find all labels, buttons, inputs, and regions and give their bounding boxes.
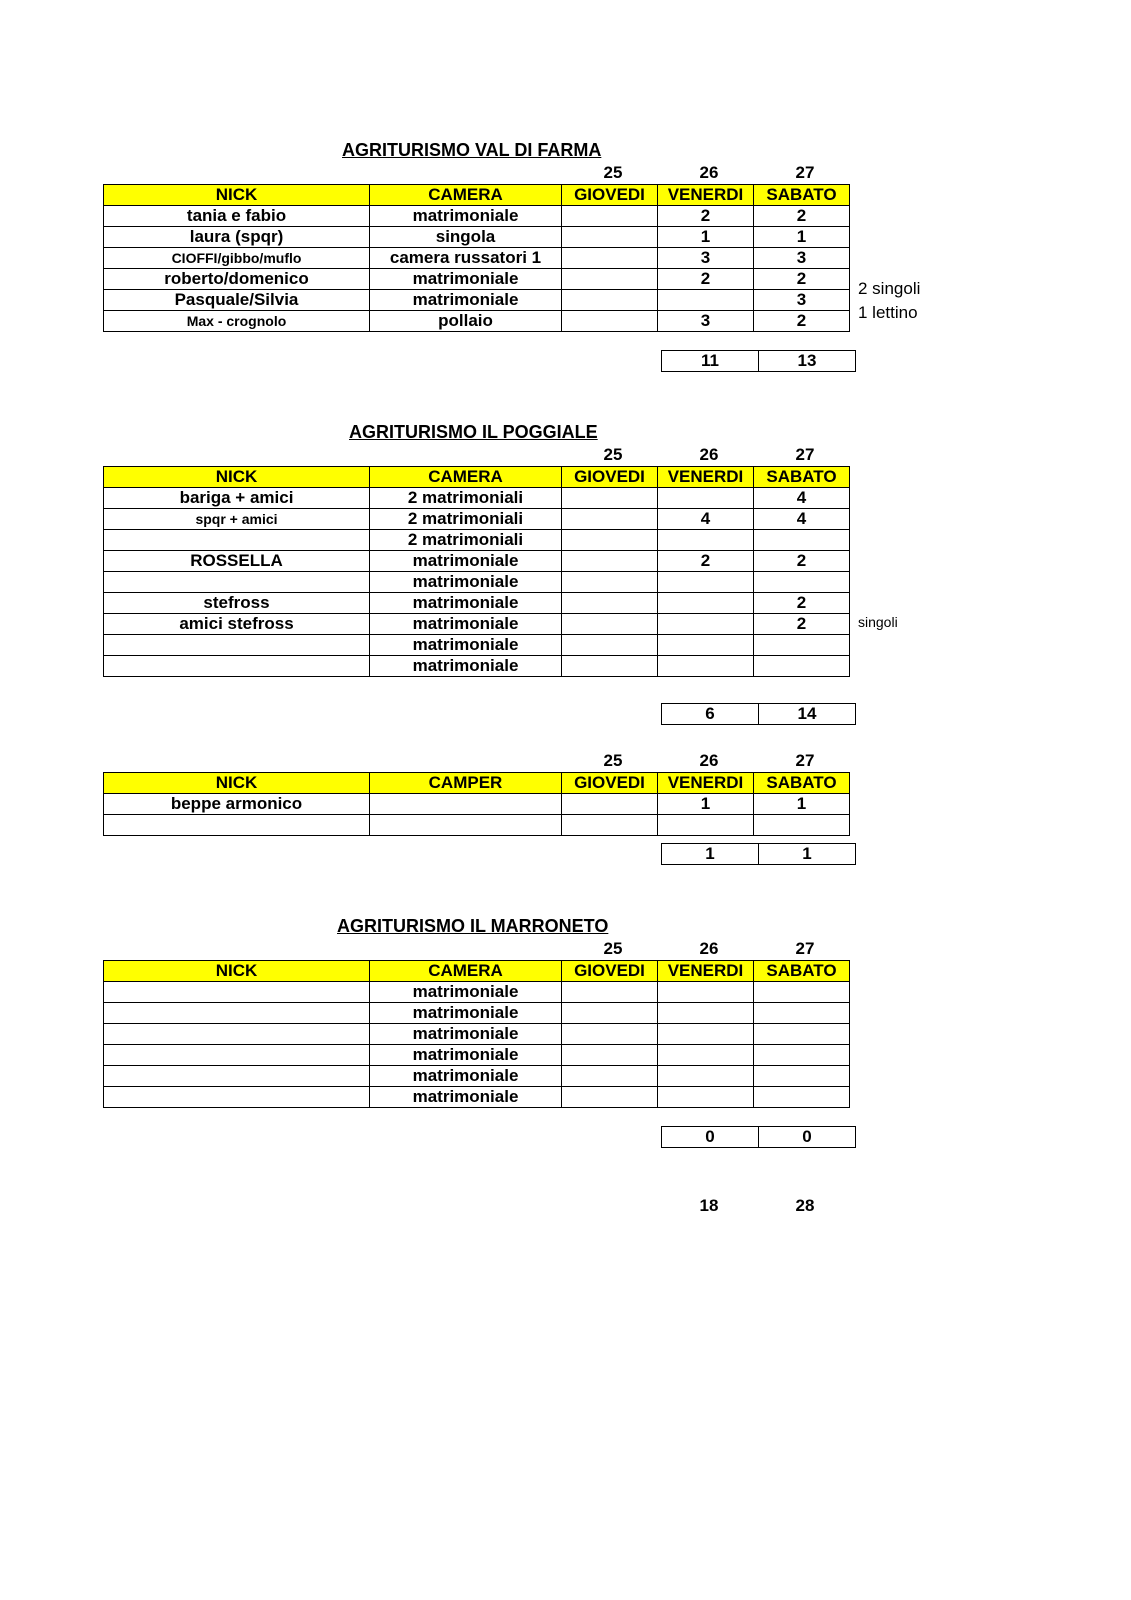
nick-header: NICK bbox=[104, 467, 370, 488]
table-row bbox=[104, 1087, 850, 1108]
sabato-total: 14 bbox=[759, 704, 856, 725]
sabato-cell: 3 bbox=[754, 290, 850, 311]
nick-cell: spqr + amici bbox=[104, 509, 370, 530]
table-row bbox=[104, 509, 850, 530]
table-row bbox=[104, 290, 850, 311]
sabato-cell: 4 bbox=[754, 488, 850, 509]
giovedi-header: GIOVEDI bbox=[562, 961, 658, 982]
venerdi-cell bbox=[658, 815, 754, 836]
venerdi-cell bbox=[658, 982, 754, 1003]
table-row bbox=[104, 311, 850, 332]
venerdi-cell bbox=[658, 1045, 754, 1066]
sabato-cell bbox=[754, 1087, 850, 1108]
table-row bbox=[104, 269, 850, 290]
table-row bbox=[104, 794, 850, 815]
camera-cell: matrimoniale bbox=[370, 1045, 562, 1066]
camera-cell: 2 matrimoniali bbox=[370, 488, 562, 509]
giovedi-cell bbox=[562, 614, 658, 635]
sabato-total: 1 bbox=[759, 844, 856, 865]
nick-cell: laura (spqr) bbox=[104, 227, 370, 248]
section-title: AGRITURISMO IL POGGIALE bbox=[349, 422, 598, 442]
sabato-cell bbox=[754, 635, 850, 656]
totals-table bbox=[661, 1126, 856, 1148]
giovedi-cell bbox=[562, 794, 658, 815]
venerdi-total: 1 bbox=[662, 844, 759, 865]
nick-cell bbox=[104, 1066, 370, 1087]
giovedi-cell bbox=[562, 311, 658, 332]
nick-cell bbox=[104, 1003, 370, 1024]
booking-table bbox=[103, 184, 850, 332]
table-row bbox=[104, 530, 850, 551]
table-row bbox=[104, 815, 850, 836]
giovedi-cell bbox=[562, 982, 658, 1003]
totals-table bbox=[661, 350, 856, 372]
nick-cell: beppe armonico bbox=[104, 794, 370, 815]
sabato-cell: 2 bbox=[754, 551, 850, 572]
giovedi-cell bbox=[562, 815, 658, 836]
giovedi-cell bbox=[562, 1024, 658, 1045]
sabato-cell bbox=[754, 1066, 850, 1087]
camera-cell: matrimoniale bbox=[370, 269, 562, 290]
giovedi-header: GIOVEDI bbox=[562, 185, 658, 206]
nick-header: NICK bbox=[104, 185, 370, 206]
venerdi-cell: 3 bbox=[658, 311, 754, 332]
venerdi-cell bbox=[658, 1024, 754, 1045]
table-row bbox=[104, 635, 850, 656]
sabato-header: SABATO bbox=[754, 185, 850, 206]
table-row bbox=[104, 488, 850, 509]
booking-table bbox=[103, 466, 850, 677]
sabato-cell bbox=[754, 982, 850, 1003]
camera-cell: matrimoniale bbox=[370, 551, 562, 572]
sabato-total: 0 bbox=[759, 1127, 856, 1148]
nick-cell: tania e fabio bbox=[104, 206, 370, 227]
sabato-header: SABATO bbox=[754, 773, 850, 794]
camera-cell: matrimoniale bbox=[370, 593, 562, 614]
camera-cell: matrimoniale bbox=[370, 1066, 562, 1087]
table-row bbox=[104, 227, 850, 248]
nick-cell: CIOFFI/gibbo/muflo bbox=[104, 248, 370, 269]
giovedi-cell bbox=[562, 290, 658, 311]
nick-cell bbox=[104, 530, 370, 551]
table-row bbox=[104, 1003, 850, 1024]
giovedi-cell bbox=[562, 635, 658, 656]
venerdi-header: VENERDI bbox=[658, 467, 754, 488]
giovedi-cell bbox=[562, 656, 658, 677]
sabato-cell: 2 bbox=[754, 311, 850, 332]
camera-cell: matrimoniale bbox=[370, 656, 562, 677]
sabato-cell bbox=[754, 1003, 850, 1024]
venerdi-cell bbox=[658, 1087, 754, 1108]
camper-header: CAMPER bbox=[370, 773, 562, 794]
day-25: 25 bbox=[603, 445, 623, 464]
table-row bbox=[104, 1045, 850, 1066]
sabato-cell: 2 bbox=[754, 269, 850, 290]
camera-cell: singola bbox=[370, 227, 562, 248]
venerdi-header: VENERDI bbox=[658, 961, 754, 982]
note-text: 1 lettino bbox=[858, 303, 918, 322]
nick-cell: bariga + amici bbox=[104, 488, 370, 509]
sabato-cell: 3 bbox=[754, 248, 850, 269]
sabato-cell bbox=[754, 656, 850, 677]
giovedi-cell bbox=[562, 488, 658, 509]
nick-header: NICK bbox=[104, 961, 370, 982]
venerdi-cell: 4 bbox=[658, 509, 754, 530]
totals-table bbox=[661, 703, 856, 725]
camera-cell: camera russatori 1 bbox=[370, 248, 562, 269]
day-26: 26 bbox=[699, 939, 719, 958]
nick-cell: stefross bbox=[104, 593, 370, 614]
sabato-cell: 1 bbox=[754, 227, 850, 248]
header-row bbox=[104, 961, 850, 982]
venerdi-cell bbox=[658, 290, 754, 311]
giovedi-cell bbox=[562, 551, 658, 572]
camper-cell bbox=[370, 794, 562, 815]
day-27: 27 bbox=[795, 163, 815, 182]
sabato-cell: 4 bbox=[754, 509, 850, 530]
camera-header: CAMERA bbox=[370, 961, 562, 982]
nick-cell: Max - crognolo bbox=[104, 311, 370, 332]
note-text: singoli bbox=[858, 614, 898, 630]
camera-header: CAMERA bbox=[370, 467, 562, 488]
table-row bbox=[104, 248, 850, 269]
table-row bbox=[104, 593, 850, 614]
giovedi-cell bbox=[562, 248, 658, 269]
sabato-cell bbox=[754, 572, 850, 593]
venerdi-total: 0 bbox=[662, 1127, 759, 1148]
venerdi-cell bbox=[658, 1066, 754, 1087]
nick-cell bbox=[104, 982, 370, 1003]
nick-cell: Pasquale/Silvia bbox=[104, 290, 370, 311]
giovedi-header: GIOVEDI bbox=[562, 773, 658, 794]
note-text: 2 singoli bbox=[858, 279, 921, 298]
nick-cell bbox=[104, 572, 370, 593]
table-row bbox=[104, 614, 850, 635]
venerdi-total: 11 bbox=[662, 351, 759, 372]
table-row bbox=[104, 982, 850, 1003]
camera-cell: matrimoniale bbox=[370, 635, 562, 656]
nick-cell: roberto/domenico bbox=[104, 269, 370, 290]
day-27: 27 bbox=[795, 445, 815, 464]
day-27: 27 bbox=[795, 939, 815, 958]
camera-cell: 2 matrimoniali bbox=[370, 530, 562, 551]
camera-cell: matrimoniale bbox=[370, 290, 562, 311]
day-25: 25 bbox=[603, 939, 623, 958]
grand-total-venerdi: 18 bbox=[699, 1196, 719, 1215]
header-row bbox=[104, 185, 850, 206]
day-25: 25 bbox=[603, 163, 623, 182]
venerdi-cell bbox=[658, 1003, 754, 1024]
venerdi-cell bbox=[658, 530, 754, 551]
giovedi-cell bbox=[562, 572, 658, 593]
header-row bbox=[104, 467, 850, 488]
giovedi-cell bbox=[562, 1066, 658, 1087]
camera-cell: matrimoniale bbox=[370, 982, 562, 1003]
section-title: AGRITURISMO IL MARRONETO bbox=[337, 916, 609, 936]
nick-cell bbox=[104, 635, 370, 656]
camper-cell bbox=[370, 815, 562, 836]
giovedi-cell bbox=[562, 1045, 658, 1066]
booking-table bbox=[103, 960, 850, 1108]
sabato-total: 13 bbox=[759, 351, 856, 372]
table-row bbox=[104, 1024, 850, 1045]
venerdi-cell: 1 bbox=[658, 794, 754, 815]
table-row bbox=[104, 1066, 850, 1087]
day-26: 26 bbox=[699, 445, 719, 464]
camera-cell: matrimoniale bbox=[370, 1003, 562, 1024]
nick-cell: amici stefross bbox=[104, 614, 370, 635]
camera-cell: matrimoniale bbox=[370, 614, 562, 635]
venerdi-cell bbox=[658, 488, 754, 509]
nick-header: NICK bbox=[104, 773, 370, 794]
sabato-header: SABATO bbox=[754, 467, 850, 488]
giovedi-cell bbox=[562, 509, 658, 530]
day-27: 27 bbox=[795, 751, 815, 770]
day-26: 26 bbox=[699, 163, 719, 182]
nick-cell bbox=[104, 656, 370, 677]
sabato-cell: 1 bbox=[754, 794, 850, 815]
header-row bbox=[104, 773, 850, 794]
camera-cell: matrimoniale bbox=[370, 206, 562, 227]
giovedi-cell bbox=[562, 269, 658, 290]
sabato-cell bbox=[754, 815, 850, 836]
venerdi-cell bbox=[658, 656, 754, 677]
giovedi-cell bbox=[562, 206, 658, 227]
day-26: 26 bbox=[699, 751, 719, 770]
sabato-header: SABATO bbox=[754, 961, 850, 982]
giovedi-cell bbox=[562, 530, 658, 551]
sabato-cell bbox=[754, 1045, 850, 1066]
giovedi-header: GIOVEDI bbox=[562, 467, 658, 488]
camera-header: CAMERA bbox=[370, 185, 562, 206]
nick-cell bbox=[104, 1024, 370, 1045]
grand-total-sabato: 28 bbox=[795, 1196, 815, 1215]
table-row bbox=[104, 572, 850, 593]
venerdi-cell: 2 bbox=[658, 551, 754, 572]
table-row bbox=[104, 206, 850, 227]
camera-cell: matrimoniale bbox=[370, 1024, 562, 1045]
venerdi-cell bbox=[658, 572, 754, 593]
sabato-cell bbox=[754, 1024, 850, 1045]
totals-table bbox=[661, 843, 856, 865]
venerdi-cell: 2 bbox=[658, 269, 754, 290]
section-title: AGRITURISMO VAL DI FARMA bbox=[342, 140, 602, 160]
venerdi-cell bbox=[658, 593, 754, 614]
nick-cell bbox=[104, 815, 370, 836]
venerdi-header: VENERDI bbox=[658, 773, 754, 794]
day-25: 25 bbox=[603, 751, 623, 770]
venerdi-cell: 2 bbox=[658, 206, 754, 227]
venerdi-cell bbox=[658, 614, 754, 635]
venerdi-cell bbox=[658, 635, 754, 656]
giovedi-cell bbox=[562, 1003, 658, 1024]
nick-cell bbox=[104, 1045, 370, 1066]
giovedi-cell bbox=[562, 227, 658, 248]
sabato-cell: 2 bbox=[754, 206, 850, 227]
camera-cell: 2 matrimoniali bbox=[370, 509, 562, 530]
giovedi-cell bbox=[562, 593, 658, 614]
table-row bbox=[104, 551, 850, 572]
venerdi-cell: 3 bbox=[658, 248, 754, 269]
table-row bbox=[104, 656, 850, 677]
sabato-cell bbox=[754, 530, 850, 551]
nick-cell bbox=[104, 1087, 370, 1108]
booking-table bbox=[103, 772, 850, 836]
camera-cell: matrimoniale bbox=[370, 572, 562, 593]
venerdi-header: VENERDI bbox=[658, 185, 754, 206]
sabato-cell: 2 bbox=[754, 593, 850, 614]
venerdi-cell: 1 bbox=[658, 227, 754, 248]
venerdi-total: 6 bbox=[662, 704, 759, 725]
giovedi-cell bbox=[562, 1087, 658, 1108]
camera-cell: pollaio bbox=[370, 311, 562, 332]
nick-cell: ROSSELLA bbox=[104, 551, 370, 572]
sabato-cell: 2 bbox=[754, 614, 850, 635]
camera-cell: matrimoniale bbox=[370, 1087, 562, 1108]
